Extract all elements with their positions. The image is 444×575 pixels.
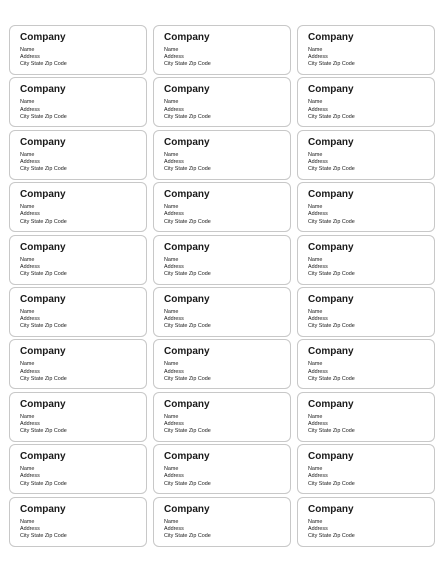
label-name: Name: [164, 99, 179, 106]
label-name: Name: [308, 518, 323, 525]
label-address: Address: [164, 106, 184, 113]
label-name: Name: [308, 466, 323, 473]
label-city-state-zip: City State Zip Code: [308, 428, 355, 435]
label-company: Company: [308, 451, 354, 463]
label-city-state-zip: City State Zip Code: [164, 323, 211, 330]
label-address: Address: [20, 211, 40, 218]
label-address: Address: [20, 525, 40, 532]
label-city-state-zip: City State Zip Code: [308, 166, 355, 173]
label-company: Company: [164, 32, 210, 43]
address-label[interactable]: [9, 77, 147, 127]
label-company: Company: [308, 293, 354, 305]
label-name: Name: [308, 308, 323, 315]
label-company: Company: [308, 189, 354, 201]
label-company: Company: [164, 136, 210, 148]
label-name: Name: [164, 308, 179, 315]
label-city-state-zip: City State Zip Code: [308, 270, 355, 277]
address-label[interactable]: [297, 77, 435, 127]
label-city-state-zip: City State Zip Code: [164, 113, 211, 120]
label-address: Address: [308, 263, 328, 270]
label-address: Address: [164, 368, 184, 375]
label-city-state-zip: City State Zip Code: [20, 113, 67, 120]
label-address: Address: [164, 54, 184, 61]
label-address: Address: [20, 368, 40, 375]
label-city-state-zip: City State Zip Code: [20, 532, 67, 539]
label-city-state-zip: City State Zip Code: [308, 375, 355, 382]
label-city-state-zip: City State Zip Code: [308, 218, 355, 225]
label-name: Name: [20, 99, 35, 106]
address-label[interactable]: [9, 182, 147, 232]
label-company: Company: [308, 398, 354, 410]
label-company: Company: [308, 503, 354, 515]
label-company: Company: [308, 32, 354, 43]
address-label[interactable]: [297, 444, 435, 494]
label-city-state-zip: City State Zip Code: [20, 375, 67, 382]
label-name: Name: [164, 256, 179, 263]
label-city-state-zip: City State Zip Code: [164, 480, 211, 487]
label-address: Address: [308, 106, 328, 113]
label-address: Address: [20, 54, 40, 61]
label-company: Company: [308, 346, 354, 358]
label-company: Company: [20, 398, 66, 410]
label-sheet: [9, 25, 435, 547]
label-city-state-zip: City State Zip Code: [164, 218, 211, 225]
label-address: Address: [308, 158, 328, 165]
address-label[interactable]: [9, 339, 147, 389]
label-city-state-zip: City State Zip Code: [308, 532, 355, 539]
label-name: Name: [20, 47, 35, 53]
label-company: Company: [164, 398, 210, 410]
label-name: Name: [20, 204, 35, 211]
address-label[interactable]: [153, 392, 291, 442]
label-name: Name: [164, 413, 179, 420]
label-address: Address: [308, 316, 328, 323]
label-name: Name: [20, 518, 35, 525]
label-company: Company: [20, 32, 66, 43]
label-company: Company: [164, 189, 210, 201]
label-company: Company: [20, 451, 66, 463]
label-address: Address: [20, 263, 40, 270]
address-label[interactable]: [153, 444, 291, 494]
label-name: Name: [164, 151, 179, 158]
label-city-state-zip: City State Zip Code: [164, 61, 211, 68]
address-label[interactable]: [297, 287, 435, 337]
label-address: Address: [308, 473, 328, 480]
label-company: Company: [308, 241, 354, 253]
label-address: Address: [20, 106, 40, 113]
label-name: Name: [308, 361, 323, 368]
label-address: Address: [164, 420, 184, 427]
label-name: Name: [20, 151, 35, 158]
label-address: Address: [20, 473, 40, 480]
label-name: Name: [20, 361, 35, 368]
label-company: Company: [164, 451, 210, 463]
label-company: Company: [164, 346, 210, 358]
address-label[interactable]: [153, 182, 291, 232]
label-city-state-zip: City State Zip Code: [308, 323, 355, 330]
label-company: Company: [20, 241, 66, 253]
label-company: Company: [164, 293, 210, 305]
label-name: Name: [164, 518, 179, 525]
address-label[interactable]: [153, 339, 291, 389]
label-city-state-zip: City State Zip Code: [308, 113, 355, 120]
label-name: Name: [20, 308, 35, 315]
label-name: Name: [308, 47, 323, 53]
address-label[interactable]: [9, 497, 147, 547]
label-address: Address: [164, 525, 184, 532]
label-address: Address: [164, 211, 184, 218]
label-city-state-zip: City State Zip Code: [308, 480, 355, 487]
label-city-state-zip: City State Zip Code: [20, 428, 67, 435]
address-label[interactable]: [297, 235, 435, 285]
label-name: Name: [164, 361, 179, 368]
label-city-state-zip: City State Zip Code: [164, 166, 211, 173]
label-name: Name: [308, 413, 323, 420]
address-label[interactable]: [9, 130, 147, 180]
label-city-state-zip: City State Zip Code: [308, 61, 355, 68]
address-label[interactable]: [153, 287, 291, 337]
label-name: Name: [20, 466, 35, 473]
label-name: Name: [164, 466, 179, 473]
address-label[interactable]: [153, 497, 291, 547]
label-company: Company: [20, 503, 66, 515]
address-label[interactable]: [297, 25, 435, 75]
label-company: Company: [20, 293, 66, 305]
label-name: Name: [20, 413, 35, 420]
label-address: Address: [308, 368, 328, 375]
label-company: Company: [20, 189, 66, 201]
label-city-state-zip: City State Zip Code: [20, 218, 67, 225]
address-label[interactable]: [9, 25, 147, 75]
address-label[interactable]: [297, 182, 435, 232]
label-company: Company: [20, 84, 66, 96]
label-name: Name: [308, 256, 323, 263]
label-city-state-zip: City State Zip Code: [164, 270, 211, 277]
label-address: Address: [308, 54, 328, 61]
label-city-state-zip: City State Zip Code: [20, 166, 67, 173]
label-city-state-zip: City State Zip Code: [164, 375, 211, 382]
label-city-state-zip: City State Zip Code: [20, 270, 67, 277]
address-label[interactable]: [9, 235, 147, 285]
label-company: Company: [308, 84, 354, 96]
label-city-state-zip: City State Zip Code: [164, 428, 211, 435]
label-city-state-zip: City State Zip Code: [20, 323, 67, 330]
address-label[interactable]: [153, 77, 291, 127]
label-address: Address: [20, 316, 40, 323]
label-address: Address: [20, 158, 40, 165]
label-address: Address: [164, 263, 184, 270]
address-label[interactable]: [9, 392, 147, 442]
label-address: Address: [308, 211, 328, 218]
address-label[interactable]: [153, 25, 291, 75]
label-company: Company: [20, 136, 66, 148]
label-company: Company: [164, 503, 210, 515]
label-address: Address: [308, 420, 328, 427]
address-label[interactable]: [153, 130, 291, 180]
label-company: Company: [20, 346, 66, 358]
label-address: Address: [164, 316, 184, 323]
label-address: Address: [164, 473, 184, 480]
label-name: Name: [308, 99, 323, 106]
address-label[interactable]: [297, 339, 435, 389]
label-name: Name: [20, 256, 35, 263]
label-company: Company: [164, 84, 210, 96]
address-label[interactable]: [9, 287, 147, 337]
label-company: Company: [308, 136, 354, 148]
label-city-state-zip: City State Zip Code: [20, 61, 67, 68]
address-label[interactable]: [297, 497, 435, 547]
label-name: Name: [164, 47, 179, 53]
label-address: Address: [164, 158, 184, 165]
address-label[interactable]: [297, 392, 435, 442]
label-city-state-zip: City State Zip Code: [20, 480, 67, 487]
address-label[interactable]: [297, 130, 435, 180]
label-city-state-zip: City State Zip Code: [164, 532, 211, 539]
label-address: Address: [308, 525, 328, 532]
label-address: Address: [20, 420, 40, 427]
address-label[interactable]: [9, 444, 147, 494]
label-name: Name: [308, 151, 323, 158]
label-company: Company: [164, 241, 210, 253]
label-name: Name: [308, 204, 323, 211]
label-name: Name: [164, 204, 179, 211]
address-label[interactable]: [153, 235, 291, 285]
